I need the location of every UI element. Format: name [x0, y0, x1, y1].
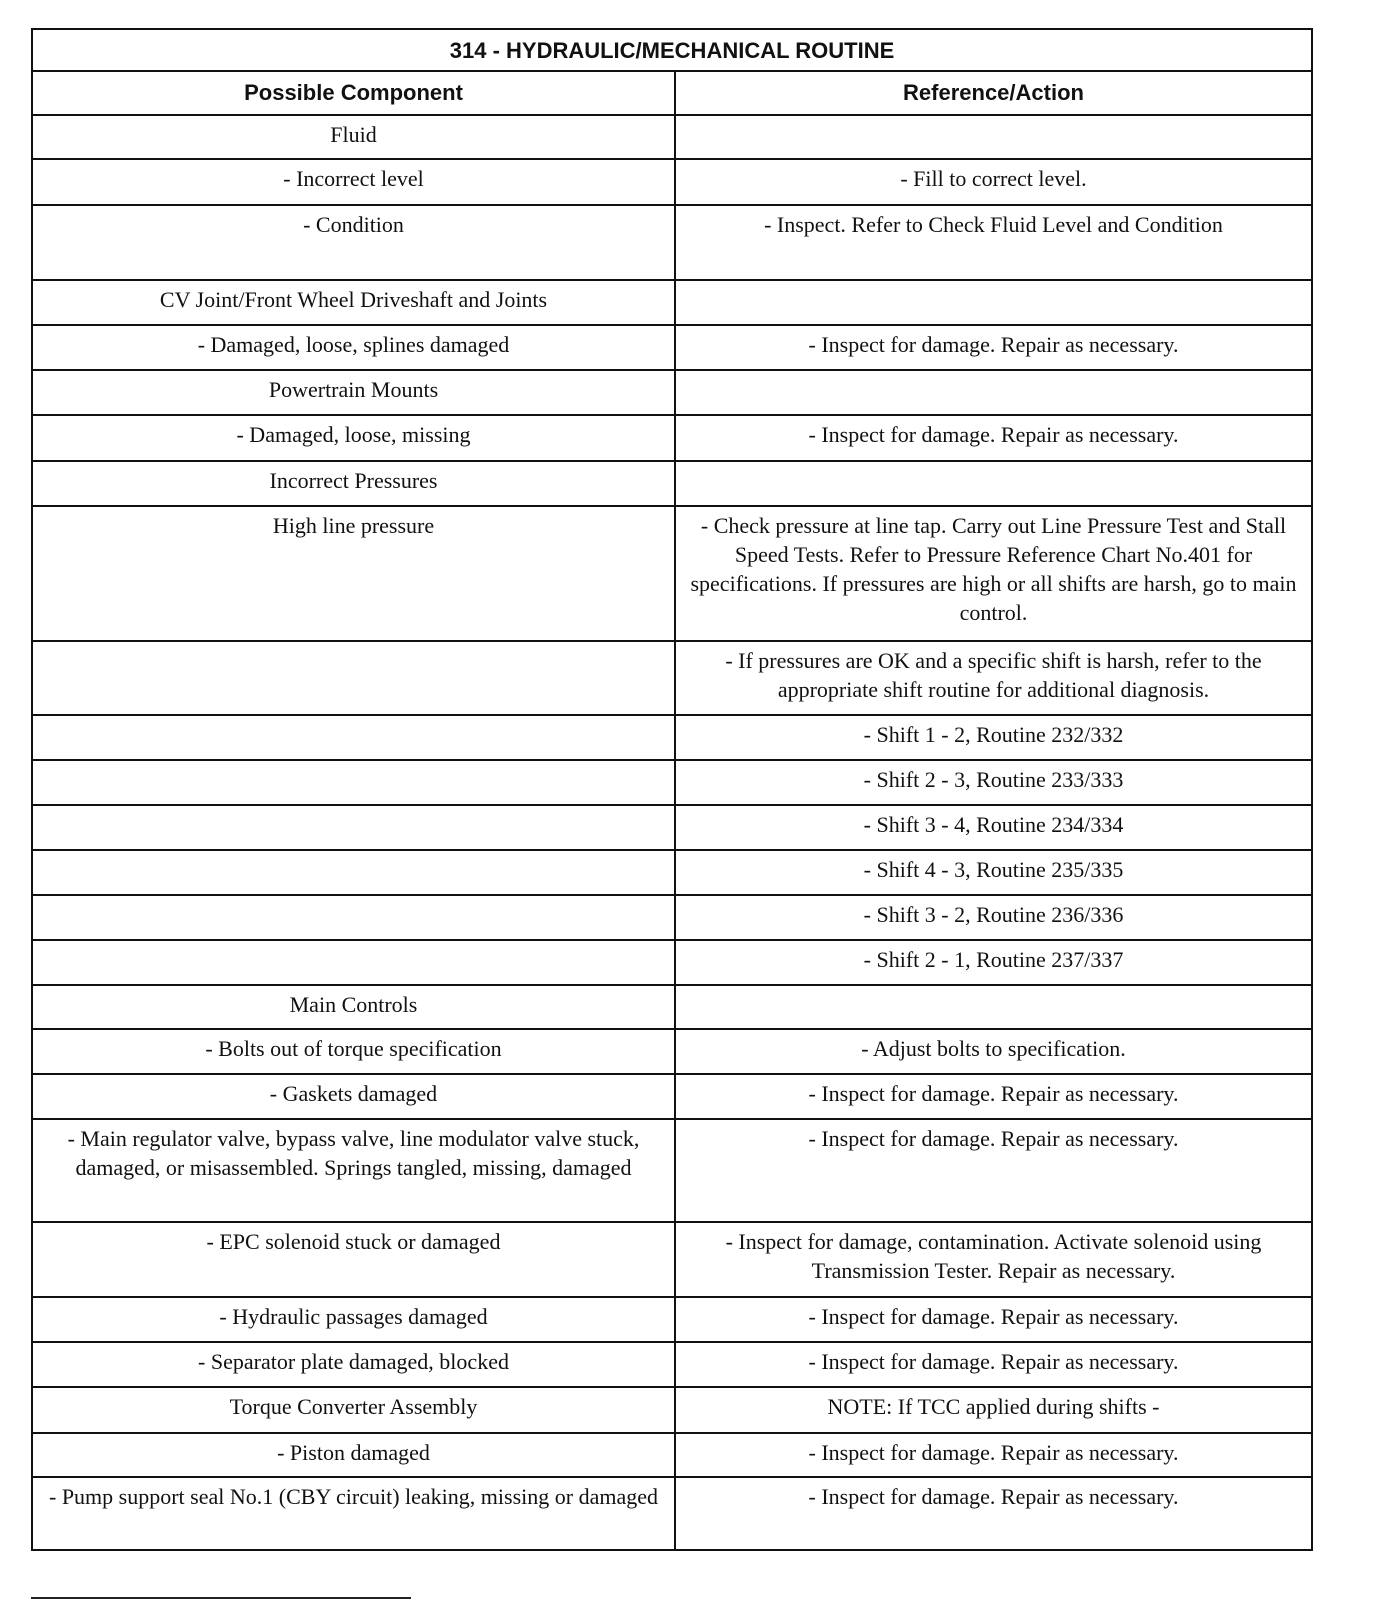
table-row [32, 1387, 1312, 1433]
table-row [32, 1222, 1312, 1297]
table-row [32, 1029, 1312, 1074]
table-row [32, 940, 1312, 985]
component-cell: Fluid [32, 115, 675, 159]
table-row [32, 805, 1312, 850]
table-row [32, 641, 1312, 715]
table-row [32, 1477, 1312, 1550]
action-cell: - Fill to correct level. [675, 159, 1312, 205]
action-cell [675, 280, 1312, 325]
table-title: 314 - HYDRAULIC/MECHANICAL ROUTINE [32, 29, 1312, 71]
table-body [32, 115, 1312, 1550]
component-cell: Torque Converter Assembly [32, 1387, 675, 1433]
component-cell: CV Joint/Front Wheel Driveshaft and Joints [32, 280, 675, 325]
action-cell: - Check pressure at line tap. Carry out Line Pressure Test and Stall Speed Tests. Refer to Pressure Reference Chart No.401 for specifications. If pressures are high or all shifts are harsh, go to main control. [675, 506, 1312, 641]
table-row [32, 1119, 1312, 1222]
routine-table [31, 28, 1313, 1551]
table-row [32, 205, 1312, 280]
component-cell: - Gaskets damaged [32, 1074, 675, 1119]
component-cell: - Main regulator valve, bypass valve, line modulator valve stuck, damaged, or misassembled. Springs tangled, missing, damaged [32, 1119, 675, 1222]
header-row [32, 71, 1312, 115]
component-cell [32, 760, 675, 805]
action-cell [675, 461, 1312, 506]
action-cell: - Inspect for damage. Repair as necessary. [675, 1074, 1312, 1119]
table-row [32, 985, 1312, 1029]
table-row [32, 850, 1312, 895]
footer-rule [31, 1597, 411, 1599]
component-cell: - Pump support seal No.1 (CBY circuit) leaking, missing or damaged [32, 1477, 675, 1550]
action-cell [675, 985, 1312, 1029]
table-row [32, 415, 1312, 461]
action-cell: - Inspect for damage. Repair as necessary. [675, 1297, 1312, 1342]
action-cell: - Inspect for damage. Repair as necessary. [675, 325, 1312, 370]
table-row [32, 760, 1312, 805]
table-row [32, 370, 1312, 415]
action-cell: - Adjust bolts to specification. [675, 1029, 1312, 1074]
component-cell: - Hydraulic passages damaged [32, 1297, 675, 1342]
column-header-action: Reference/Action [675, 71, 1312, 115]
action-cell: - Inspect for damage. Repair as necessary. [675, 1477, 1312, 1550]
component-cell [32, 940, 675, 985]
table-row [32, 506, 1312, 641]
component-cell: - Piston damaged [32, 1433, 675, 1477]
table-row [32, 280, 1312, 325]
component-cell [32, 641, 675, 715]
action-cell: - Shift 4 - 3, Routine 235/335 [675, 850, 1312, 895]
table-row [32, 1297, 1312, 1342]
component-cell: - Damaged, loose, missing [32, 415, 675, 461]
component-cell: - Bolts out of torque specification [32, 1029, 675, 1074]
action-cell: - Shift 2 - 3, Routine 233/333 [675, 760, 1312, 805]
table-row [32, 1074, 1312, 1119]
component-cell: - EPC solenoid stuck or damaged [32, 1222, 675, 1297]
title-row [32, 29, 1312, 71]
component-cell: Powertrain Mounts [32, 370, 675, 415]
action-cell: - Inspect. Refer to Check Fluid Level and Condition [675, 205, 1312, 280]
component-cell: High line pressure [32, 506, 675, 641]
action-cell: - Shift 3 - 4, Routine 234/334 [675, 805, 1312, 850]
routine-sheet [31, 28, 1311, 1551]
component-cell: Main Controls [32, 985, 675, 1029]
action-cell: NOTE: If TCC applied during shifts - [675, 1387, 1312, 1433]
action-cell: - If pressures are OK and a specific shift is harsh, refer to the appropriate shift routine for additional diagnosis. [675, 641, 1312, 715]
table-row [32, 461, 1312, 506]
table-row [32, 115, 1312, 159]
table-row [32, 1342, 1312, 1387]
action-cell: - Shift 1 - 2, Routine 232/332 [675, 715, 1312, 760]
table-row [32, 159, 1312, 205]
table-row [32, 895, 1312, 940]
component-cell: - Damaged, loose, splines damaged [32, 325, 675, 370]
action-cell: - Shift 2 - 1, Routine 237/337 [675, 940, 1312, 985]
action-cell: - Inspect for damage. Repair as necessary. [675, 1342, 1312, 1387]
action-cell: - Inspect for damage. Repair as necessary. [675, 415, 1312, 461]
action-cell: - Inspect for damage. Repair as necessary. [675, 1433, 1312, 1477]
component-cell [32, 850, 675, 895]
action-cell [675, 115, 1312, 159]
table-row [32, 715, 1312, 760]
component-cell [32, 805, 675, 850]
component-cell: - Incorrect level [32, 159, 675, 205]
component-cell: - Separator plate damaged, blocked [32, 1342, 675, 1387]
component-cell: Incorrect Pressures [32, 461, 675, 506]
action-cell: - Shift 3 - 2, Routine 236/336 [675, 895, 1312, 940]
component-cell: - Condition [32, 205, 675, 280]
table-row [32, 1433, 1312, 1477]
table-row [32, 325, 1312, 370]
column-header-component: Possible Component [32, 71, 675, 115]
action-cell: - Inspect for damage, contamination. Activate solenoid using Transmission Tester. Repair as necessary. [675, 1222, 1312, 1297]
component-cell [32, 895, 675, 940]
component-cell [32, 715, 675, 760]
action-cell: - Inspect for damage. Repair as necessary. [675, 1119, 1312, 1222]
action-cell [675, 370, 1312, 415]
